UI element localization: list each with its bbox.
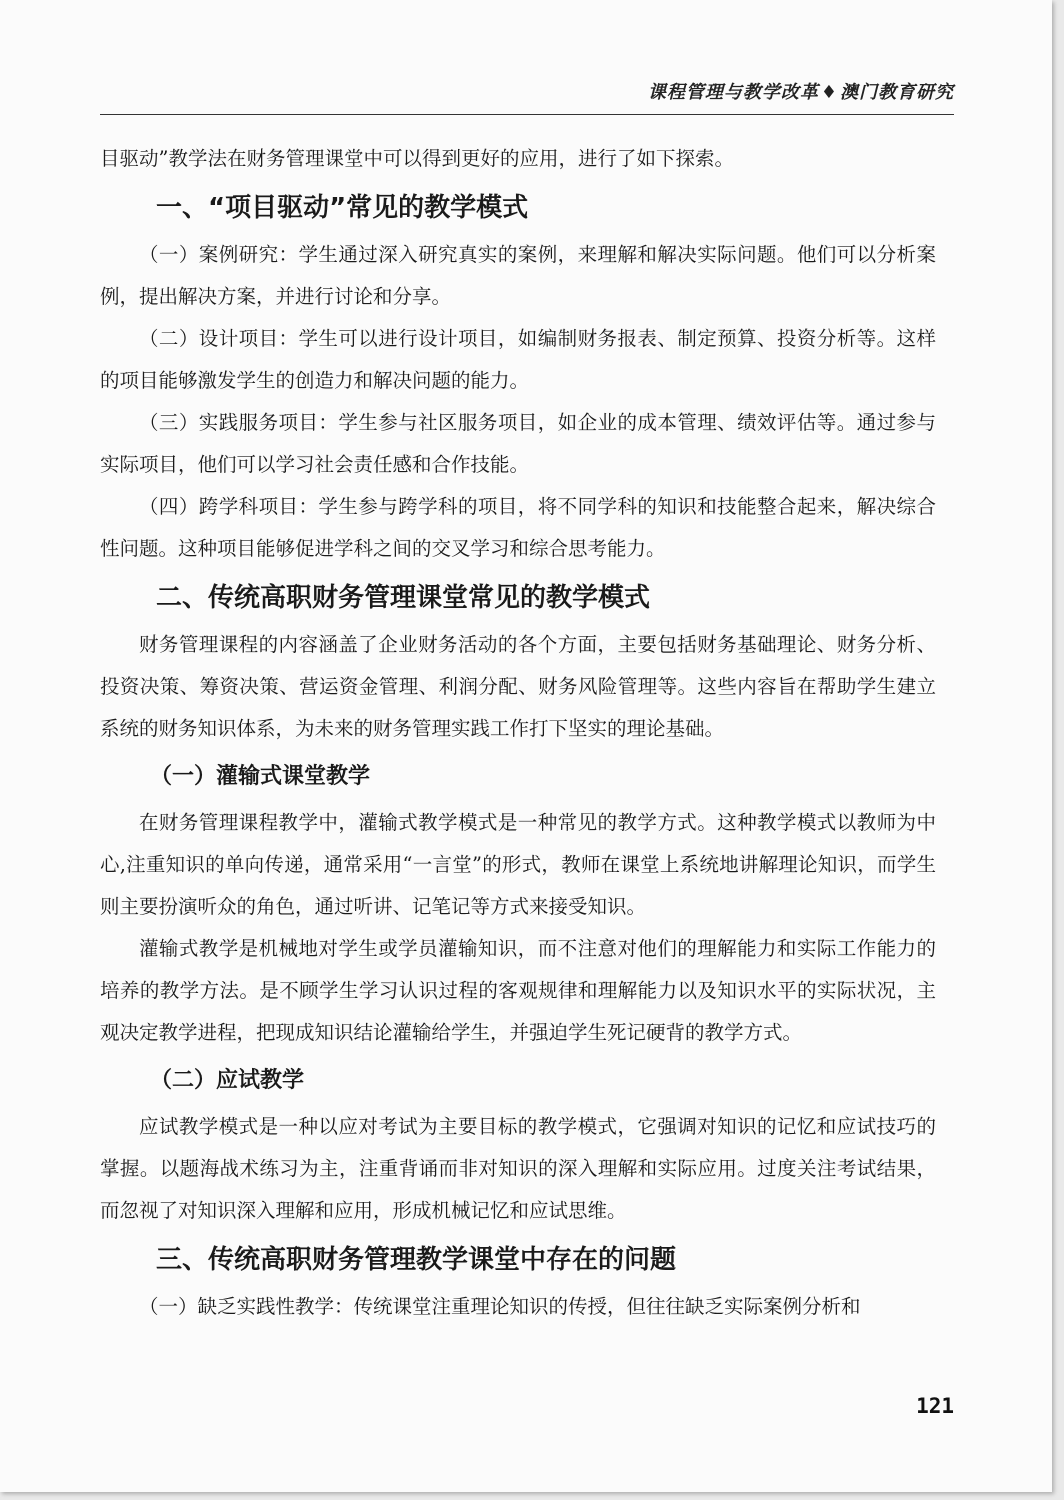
paragraph: （三）实践服务项目：学生参与社区服务项目，如企业的成本管理、绩效评估等。通过参与实际项目，他们可以学习社会责任感和合作技能。 — [100, 411, 936, 476]
page-number: 121 — [916, 1394, 954, 1418]
subsection-heading: （一）灌输式课堂教学 — [150, 764, 371, 789]
paragraph: （一）缺乏实践性教学：传统课堂注重理论知识的传授，但往往缺乏实际案例分析和 — [139, 1295, 861, 1318]
diamond-icon: ♦ — [820, 82, 838, 103]
section-heading: 三、传统高职财务管理教学课堂中存在的问题 — [156, 1245, 677, 1275]
header-rule — [100, 114, 954, 115]
subsection-heading: （二）应试教学 — [150, 1068, 305, 1093]
paragraph: （一）案例研究：学生通过深入研究真实的案例，来理解和解决实际问题。他们可以分析案例，提出解决方案，并进行讨论和分享。 — [100, 243, 936, 308]
section-heading: 二、传统高职财务管理课堂常见的教学模式 — [156, 583, 651, 613]
article-body — [100, 138, 936, 1328]
header-section-title: 课程管理与教学改革 — [647, 82, 819, 103]
section-heading: 一、“项目驱动”常见的教学模式 — [156, 193, 529, 223]
running-header — [648, 78, 954, 104]
paragraph: 财务管理课程的内容涵盖了企业财务活动的各个方面，主要包括财务基础理论、财务分析、投资决策、筹资决策、营运资金管理、利润分配、财务风险管理等。这些内容旨在帮助学生建立系统的财务知识体系，为未来的财务管理实践工作打下坚实的理论基础。 — [100, 633, 936, 740]
paragraph: 应试教学模式是一种以应对考试为主要目标的教学模式，它强调对知识的记忆和应试技巧的掌握。以题海战术练习为主，注重背诵而非对知识的深入理解和实际应用。过度关注考试结果，而忽视了对知识深入理解和应用，形成机械记忆和应试思维。 — [100, 1115, 936, 1222]
paragraph: 在财务管理课程教学中，灌输式教学模式是一种常见的教学方式。这种教学模式以教师为中心,注重知识的单向传递，通常采用“一言堂”的形式，教师在课堂上系统地讲解理论知识，而学生则主要扮演听众的角色，通过听讲、记笔记等方式来接受知识。 — [100, 811, 936, 918]
header-journal-title: 澳门教育研究 — [840, 82, 954, 103]
paragraph: （四）跨学科项目：学生参与跨学科的项目，将不同学科的知识和技能整合起来，解决综合性问题。这种项目能够促进学科之间的交叉学习和综合思考能力。 — [100, 495, 936, 560]
paragraph: 目驱动”教学法在财务管理课堂中可以得到更好的应用，进行了如下探索。 — [100, 147, 734, 170]
paragraph: （二）设计项目：学生可以进行设计项目，如编制财务报表、制定预算、投资分析等。这样的项目能够激发学生的创造力和解决问题的能力。 — [100, 327, 936, 392]
paragraph: 灌输式教学是机械地对学生或学员灌输知识，而不注意对他们的理解能力和实际工作能力的培养的教学方法。是不顾学生学习认识过程的客观规律和理解能力以及知识水平的实际状况，主观决定教学进程，把现成知识结论灌输给学生，并强迫学生死记硬背的教学方式。 — [100, 937, 936, 1044]
